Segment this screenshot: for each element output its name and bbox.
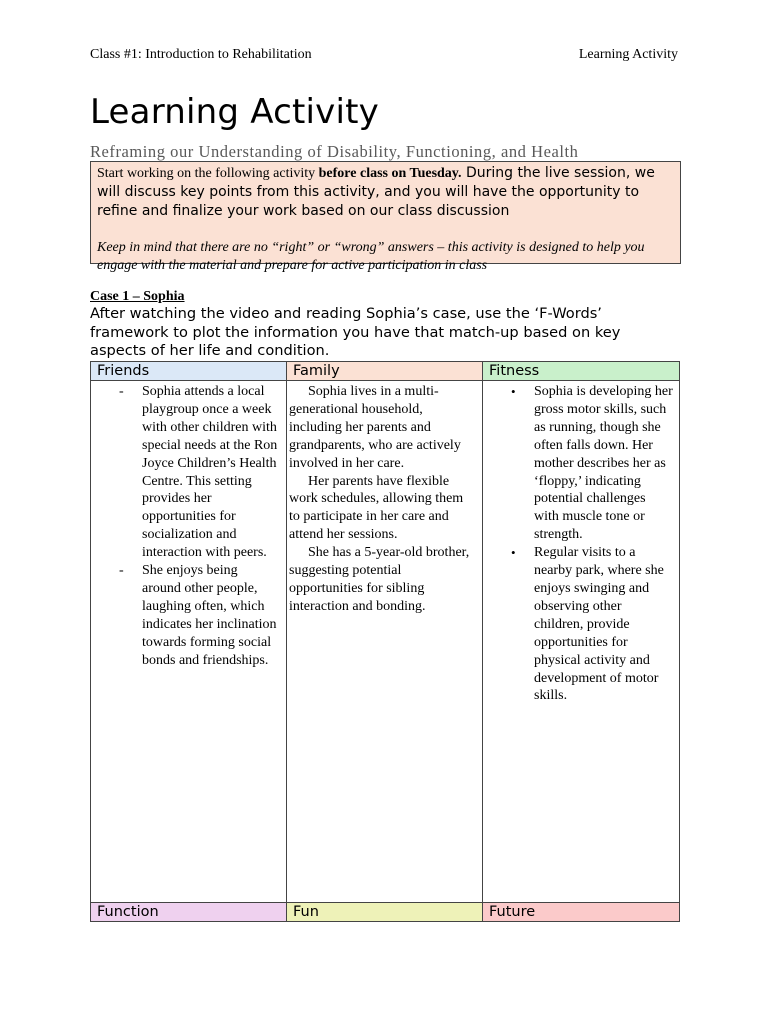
instructions-text bbox=[97, 164, 674, 221]
f-words-table bbox=[90, 361, 680, 922]
list-item bbox=[483, 544, 679, 705]
family-paragraphs bbox=[287, 383, 482, 616]
header-doc-label: Learning Activity bbox=[578, 47, 678, 62]
instructions-deadline: before class on Tuesday. bbox=[318, 166, 462, 181]
friends-list bbox=[91, 383, 286, 670]
table-header-row bbox=[91, 362, 680, 381]
header-friends: Friends bbox=[91, 362, 287, 381]
cell-friends[interactable] bbox=[91, 381, 287, 903]
header-fun: Fun bbox=[287, 903, 483, 922]
header-fitness: Fitness bbox=[483, 362, 680, 381]
table-footer-header-row bbox=[91, 903, 680, 922]
instructions-note: Keep in mind that there are no “right” or “wrong” answers – this activity is designed to help you engage with the material and prepare for active participation in class bbox=[97, 240, 645, 273]
list-item-text: She enjoys being around other people, laughing often, which indicates her inclination towards forming social bonds and friendships. bbox=[142, 563, 277, 668]
page-title: Learning Activity bbox=[90, 92, 379, 132]
dash-marker: - bbox=[119, 563, 124, 579]
case-instructions: After watching the video and reading Sophia’s case, use the ‘F-Words’ framework to plot the information you have that match-up based on key aspects of her life and condition. bbox=[90, 305, 621, 359]
list-item-text: Sophia is developing her gross motor skills, such as running, though she often falls down. Her mother describes her as ‘floppy,’ indicating potential challenges with muscle tone or strength. bbox=[534, 384, 673, 543]
cell-family[interactable] bbox=[287, 381, 483, 903]
list-item-text: Regular visits to a nearby park, where she enjoys swinging and observing other children, provide opportunities for physical activity and development of motor skills. bbox=[534, 545, 664, 704]
list-item bbox=[483, 383, 679, 544]
header-family: Family bbox=[287, 362, 483, 381]
page-subtitle: Reframing our Understanding of Disability, Functioning, and Health bbox=[90, 142, 579, 161]
table-body-row bbox=[91, 381, 680, 903]
list-item: Sophia lives in a multi-generational household, including her parents and grandparents, who are actively involved in her care. bbox=[289, 384, 461, 471]
list-item: Her parents have flexible work schedules, allowing them to participate in her care and attend her sessions. bbox=[289, 473, 464, 543]
bullet-icon: • bbox=[511, 545, 516, 561]
case-title: Case 1 – Sophia bbox=[90, 289, 185, 304]
cell-fitness[interactable] bbox=[483, 381, 680, 903]
list-item-text: Sophia attends a local playgroup once a week with other children with special needs at the Ron Joyce Children’s Health Centre. This setting provides her opportunities for socialization and interaction with peers. bbox=[142, 384, 278, 561]
bullet-icon: • bbox=[511, 384, 516, 399]
dash-marker: - bbox=[119, 384, 124, 399]
list-item: She has a 5-year-old brother, suggesting potential opportunities for sibling interaction and bonding. bbox=[289, 545, 470, 614]
header-course-title: Class #1: Introduction to Rehabilitation bbox=[90, 47, 312, 62]
instructions-lead: Start working on the following activity bbox=[97, 166, 319, 181]
header-function: Function bbox=[91, 903, 287, 922]
fitness-list bbox=[483, 383, 679, 705]
list-item bbox=[91, 562, 286, 669]
instructions-rest: During the live session, we will discuss key points from this activity, and you will have the opportunity to refine and finalize your work based on our class discussion bbox=[97, 165, 655, 219]
list-item bbox=[91, 383, 286, 562]
header-future: Future bbox=[483, 903, 680, 922]
instructions-box bbox=[90, 161, 681, 273]
